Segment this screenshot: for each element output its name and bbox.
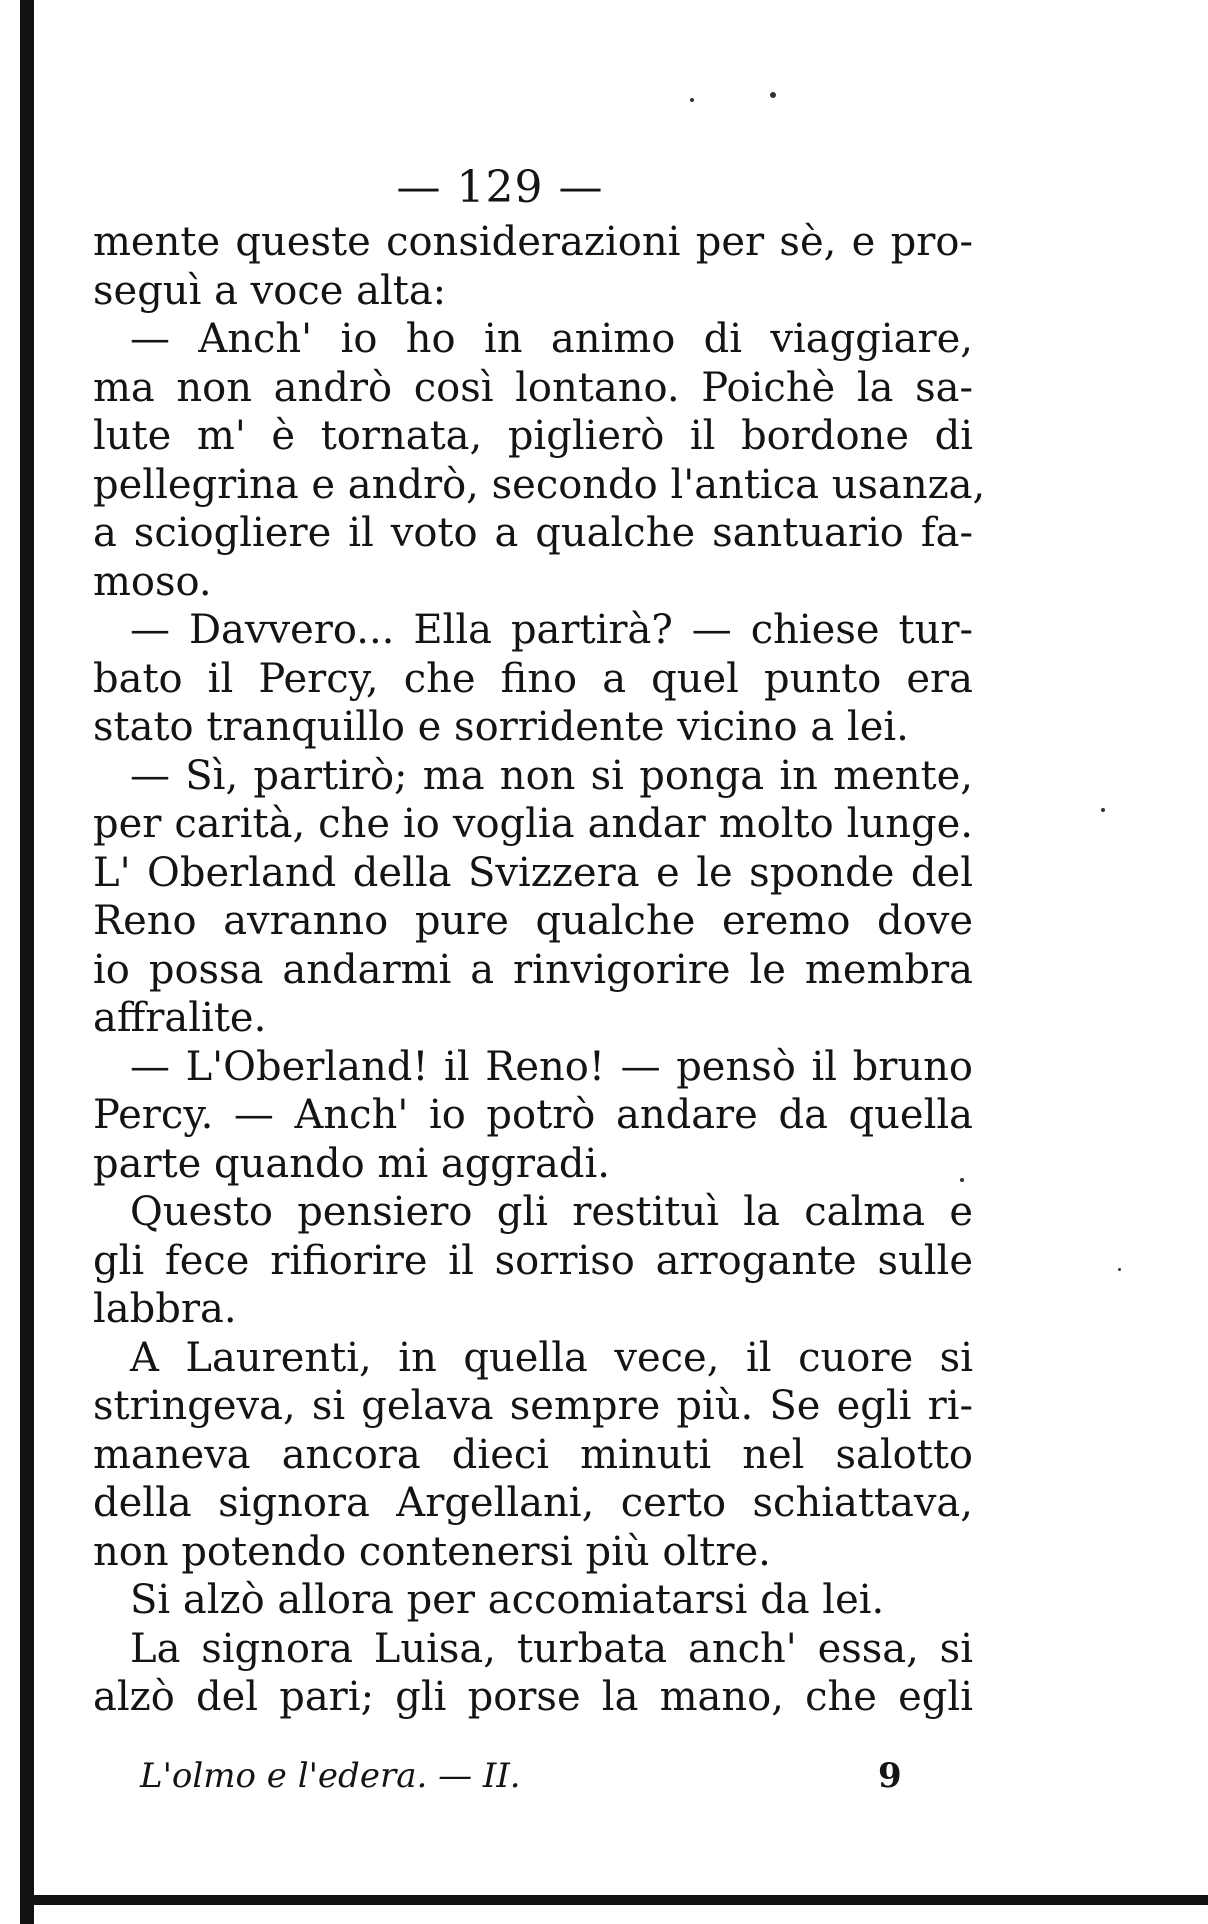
text-line: Si alzò allora per accomiatarsi da lei. bbox=[130, 1577, 885, 1623]
print-speck bbox=[770, 92, 776, 98]
signature-mark: 9 bbox=[878, 1756, 902, 1796]
text-line: ma non andrò così lontano. Poichè la sa- bbox=[93, 364, 973, 411]
text-line: La signora Luisa, turbata anch' essa, si bbox=[130, 1625, 973, 1672]
text-line: Questo pensiero gli restituì la calma e bbox=[130, 1189, 973, 1235]
text-line: stato tranquillo e sorridente vicino a lei. bbox=[93, 704, 909, 750]
text-line: della signora Argellani, certo schiattava, bbox=[93, 1480, 973, 1526]
text-line: bato il Percy, che fino a quel punto era bbox=[93, 655, 973, 702]
text-line: pellegrina e andrò, secondo l'antica usanza, bbox=[93, 461, 986, 508]
text-line: maneva ancora dieci minuti nel salotto bbox=[93, 1431, 973, 1478]
left-margin-rule bbox=[20, 0, 34, 1924]
text-line: io possa andarmi a rinvigorire le membra bbox=[93, 946, 973, 993]
text-line: L' Oberland della Svizzera e le sponde del bbox=[93, 849, 973, 896]
text-line: non potendo contenersi più oltre. bbox=[93, 1528, 771, 1575]
text-line: Percy. — Anch' io potrò andare da quella bbox=[93, 1092, 973, 1138]
text-line: affralite. bbox=[93, 995, 267, 1041]
text-line: alzò del pari; gli porse la mano, che egli bbox=[93, 1674, 973, 1720]
page-number: — 129 — bbox=[396, 162, 604, 213]
text-line: mente queste considerazioni per sè, e pro- bbox=[93, 219, 973, 265]
text-line: gli fece rifiorire il sorriso arrogante sulle bbox=[93, 1237, 973, 1284]
text-line: labbra. bbox=[93, 1286, 237, 1332]
text-line: Reno avranno pure qualche eremo dove bbox=[93, 898, 973, 944]
text-line: — L'Oberland! il Reno! — pensò il bruno bbox=[130, 1043, 973, 1090]
text-line: — Anch' io ho in animo di viaggiare, bbox=[130, 316, 973, 362]
text-line: — Davvero... Ella partirà? — chiese tur- bbox=[130, 607, 973, 653]
running-footer-title: L'olmo e l'edera. — II. bbox=[140, 1756, 521, 1796]
bottom-margin-rule bbox=[20, 1895, 1208, 1905]
text-line: A Laurenti, in quella vece, il cuore si bbox=[130, 1334, 973, 1381]
text-line: a sciogliere il voto a qualche santuario fa- bbox=[93, 510, 973, 556]
text-line: parte quando mi aggradi. bbox=[93, 1140, 610, 1187]
print-speck bbox=[1101, 808, 1105, 812]
text-line: moso. bbox=[93, 558, 212, 605]
text-line: stringeva, si gelava sempre più. Se egli ri- bbox=[93, 1383, 973, 1429]
print-speck bbox=[690, 98, 694, 102]
text-line: per carità, che io voglia andar molto lunge. bbox=[93, 801, 973, 847]
text-line: lute m' è tornata, piglierò il bordone di bbox=[93, 413, 973, 459]
print-speck bbox=[1118, 1268, 1121, 1271]
text-line: seguì a voce alta: bbox=[93, 267, 447, 314]
text-line: — Sì, partirò; ma non si ponga in mente, bbox=[130, 752, 973, 799]
